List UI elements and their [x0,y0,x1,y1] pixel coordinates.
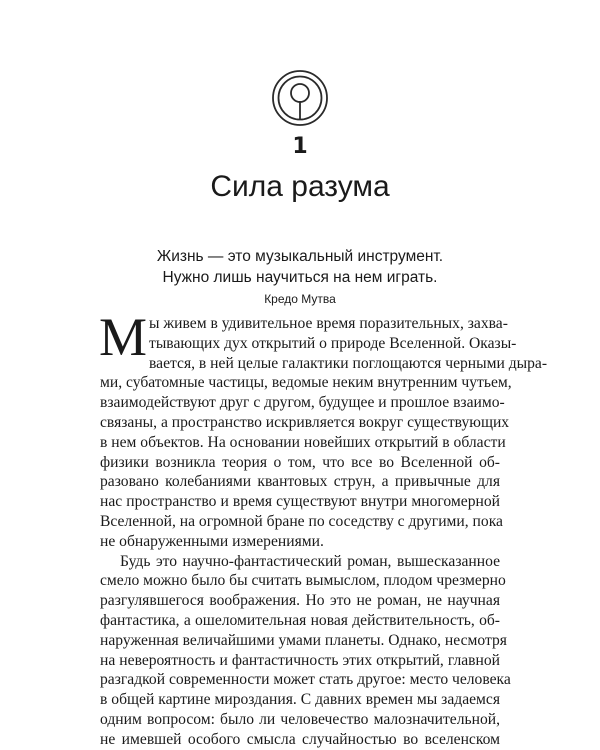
body-line: наруженная величайшими умами планеты. Однако, несмотря [100,631,507,649]
body-line: Вселенной, на огромной бране по соседству с другими, пока [100,512,503,530]
body-line: не обнаруженными измерениями. [100,532,324,550]
epigraph-author: Кредо Мутва [264,292,336,306]
body-line: нас пространство и время существуют внутри многомерной [100,493,500,511]
chapter-number: 1 [292,134,308,159]
paragraph-2 [100,552,511,750]
body-line: Будь это научно-фантастический роман, вышесказанное [120,552,500,570]
epigraph-line-2: Нужно лишь научиться на нем играть. [162,269,438,286]
circle-keyhole-emblem-icon [271,69,329,127]
epigraph-line-1: Жизнь — это музыкальный инструмент. [156,248,444,265]
body-line: не имевшей особого смысла случайностью во вселенском [100,730,500,748]
body-line: фантастика, а ошеломительная новая действительность, об- [100,611,500,629]
chapter-title: Сила разума [210,170,390,203]
body-line: в нем объектов. На основании новейших открытий в области [100,433,506,451]
drop-cap: М [99,307,148,367]
body-line: тывающих дух открытий о природе Вселенной. Оказы- [149,334,517,352]
body-line: разгадкой современности может стать другое: место человека [100,671,511,689]
body-line: смело можно было бы считать вымыслом, плодом чрезмерно [100,572,506,590]
body-line: в общей картине мироздания. С давних времен мы задаемся [100,691,500,709]
epigraph [100,246,500,308]
body-line: на невероятность и фантастичность этих открытий, главной [100,651,500,669]
body-line: одним вопросом: было ли человечество малозначительной, [100,710,500,728]
body-line: физики возникла теория о том, что все во Вселенной об- [100,453,500,471]
body-text [99,307,548,750]
body-line: разовано колебаниями квантовых струн, а привычные для [100,473,500,491]
body-line: ы живем в удивительное время поразительных, захва- [149,315,508,332]
body-line: взаимодействуют друг с другом, будущее и прошлое взаимо- [100,394,505,412]
body-line: разгулявшегося воображения. Но это не роман, не научная [100,592,500,610]
body-line: вается, в ней целые галактики поглощаются черными дыра- [149,354,548,372]
paragraph-1 [99,307,548,552]
body-line: связаны, а пространство искривляется вокруг существующих [100,413,510,431]
body-line: ми, субатомные частицы, ведомые неким внутренним чутьем, [100,374,512,392]
